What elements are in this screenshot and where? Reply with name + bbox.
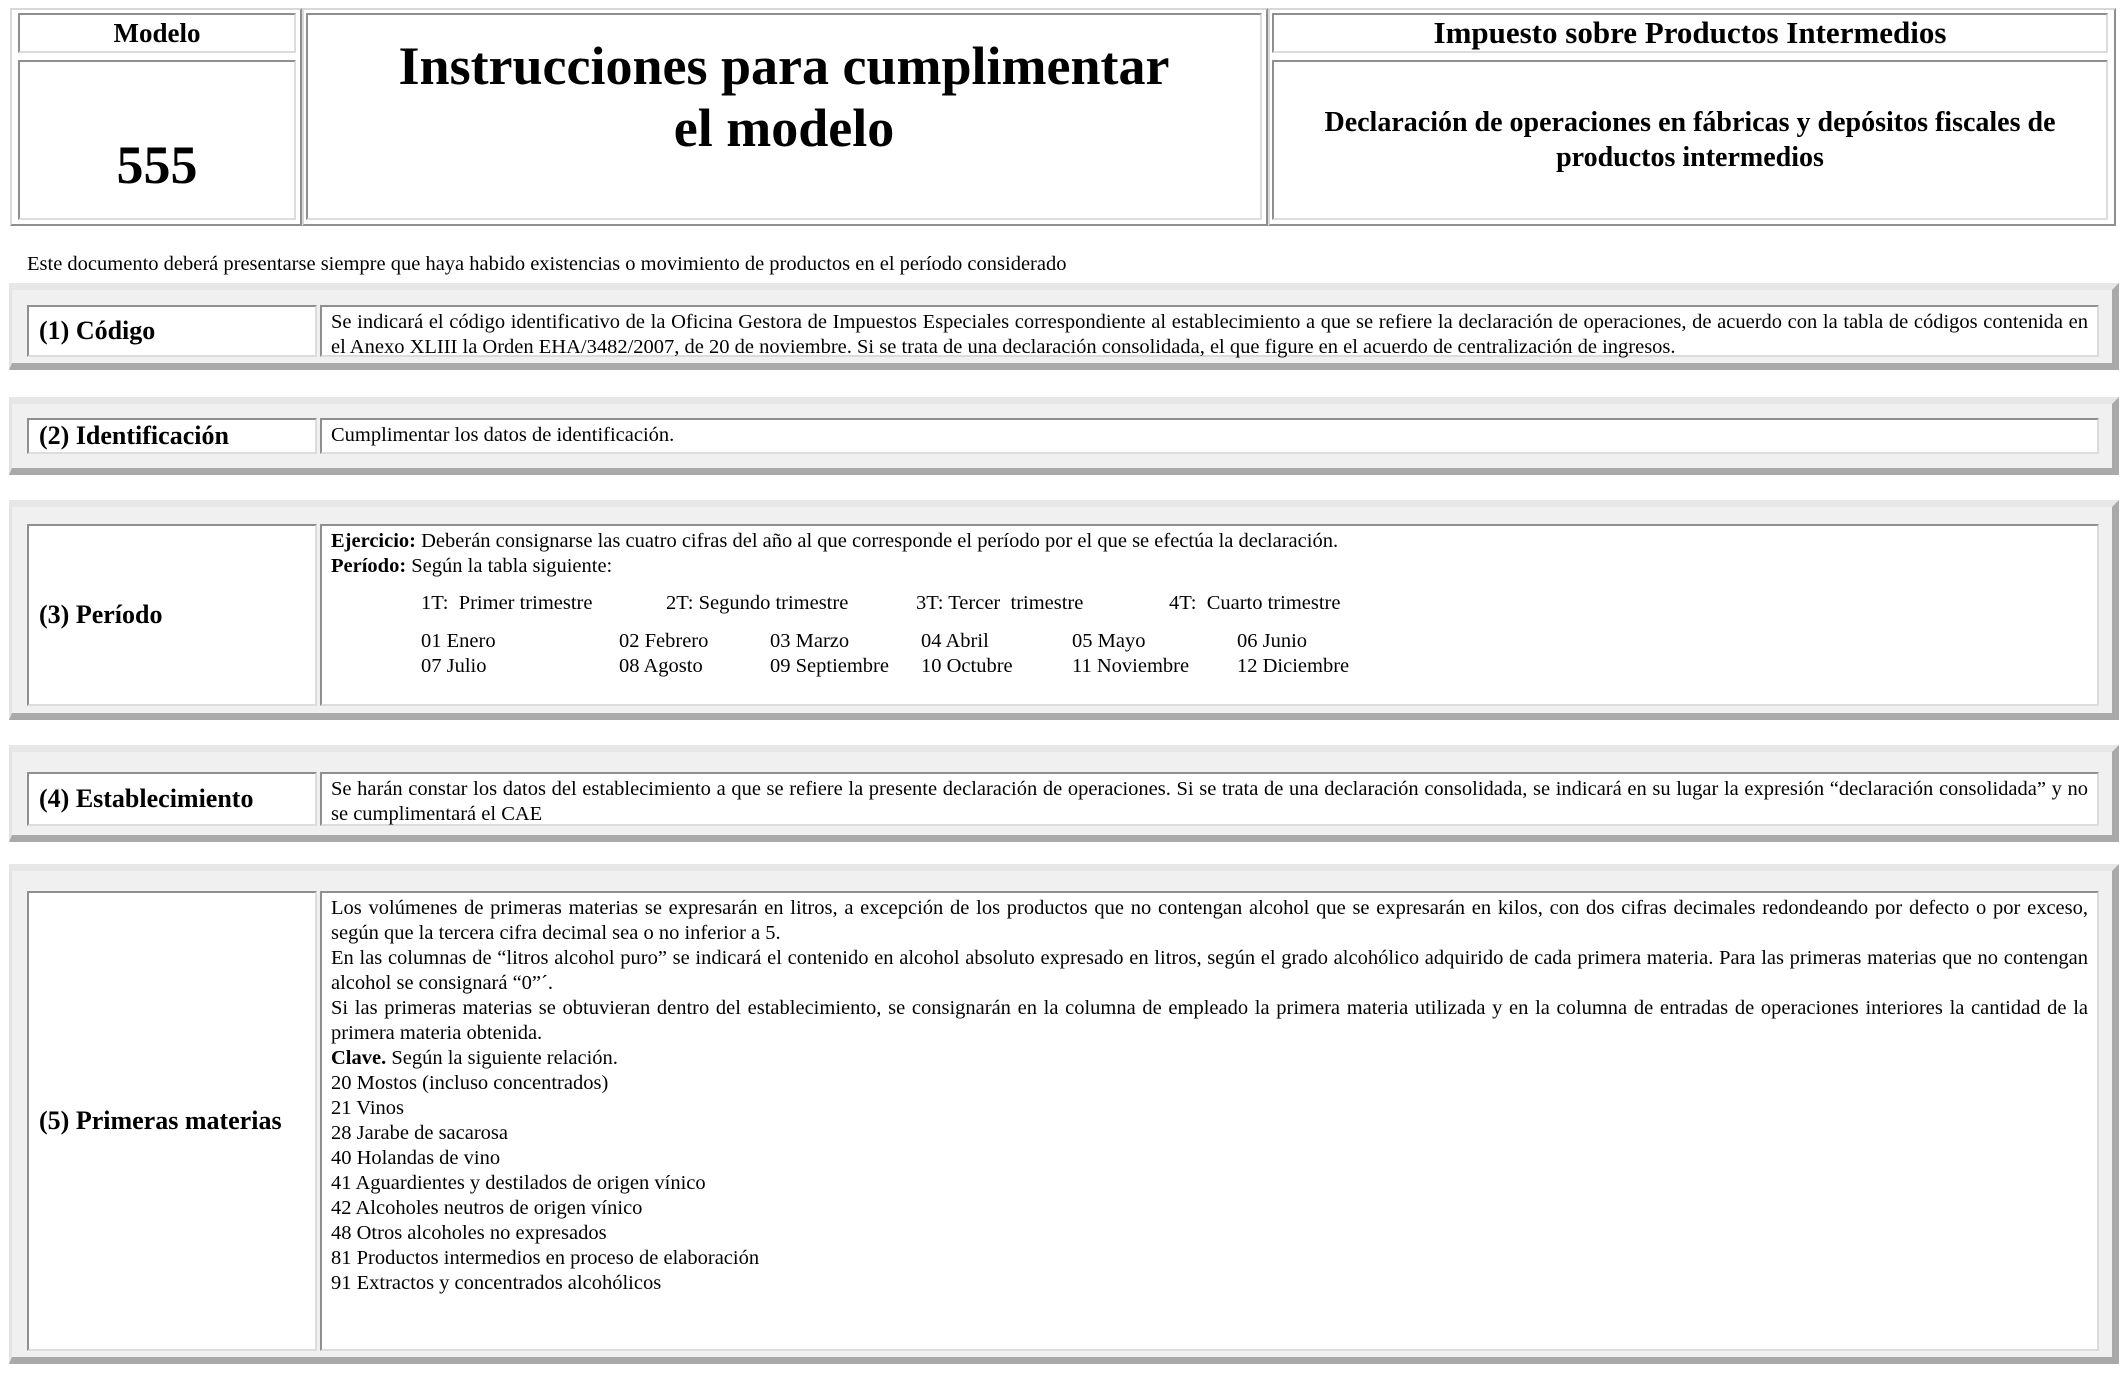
section-label: (5) Primeras materias bbox=[27, 891, 317, 1351]
trimestres-row bbox=[421, 591, 2088, 616]
intro-text: Este documento deberá presentarse siempre que haya habido existencias o movimiento de productos en el período considerado bbox=[27, 253, 1067, 275]
section-body bbox=[320, 524, 2099, 706]
clave-text: Según la siguiente relación. bbox=[386, 1047, 618, 1069]
paragraph: Los volúmenes de primeras materias se expresarán en litros, a excepción de los productos que no contengan alcohol que se expresarán en kilos, con dos cifras decimales redondeando por defecto o por exceso, según que la tercera cifra decimal sea o no inferior a 5. bbox=[331, 897, 2088, 944]
section-establecimiento bbox=[9, 745, 2119, 842]
section-codigo bbox=[9, 283, 2119, 370]
section-label: (4) Establecimiento bbox=[27, 772, 317, 826]
trimestre-item: 4T: Cuarto trimestre bbox=[1169, 592, 1341, 614]
header-modelo-box bbox=[10, 8, 302, 226]
month-item: 05 Mayo bbox=[1072, 630, 1146, 652]
month-item: 01 Enero bbox=[421, 630, 496, 652]
section-body bbox=[320, 891, 2099, 1351]
ejercicio-line bbox=[331, 529, 2088, 554]
header-title-box bbox=[302, 8, 1268, 226]
trimestre-item: 1T: Primer trimestre bbox=[421, 592, 593, 614]
code-item: 42 Alcoholes neutros de origen vínico bbox=[331, 1197, 643, 1219]
month-item: 11 Noviembre bbox=[1072, 655, 1190, 677]
code-item: 81 Productos intermedios en proceso de elaboración bbox=[331, 1247, 760, 1269]
code-item: 91 Extractos y concentrados alcohólicos bbox=[331, 1272, 662, 1294]
month-item: 07 Julio bbox=[421, 655, 487, 677]
month-item: 03 Marzo bbox=[770, 630, 850, 652]
code-item: 20 Mostos (incluso concentrados) bbox=[331, 1072, 609, 1094]
header-tax-box bbox=[1268, 8, 2116, 226]
paragraph: En las columnas de “litros alcohol puro” se indicará el contenido en alcohol absoluto expresado en litros, según el grado alcohólico adquirido de cada primera materia. Para las primeras materias que no contengan alcohol se consignará “0”´. bbox=[331, 947, 2088, 994]
periodo-line bbox=[331, 554, 2088, 579]
clave-line bbox=[331, 1046, 2088, 1071]
code-item: 28 Jarabe de sacarosa bbox=[331, 1122, 509, 1144]
ejercicio-text: Deberán consignarse las cuatro cifras del año al que corresponde el período por el que se efectúa la declaración. bbox=[416, 530, 1339, 552]
month-item: 04 Abril bbox=[921, 630, 989, 652]
month-item: 08 Agosto bbox=[619, 655, 703, 677]
clave-label: Clave. bbox=[331, 1047, 387, 1069]
tax-name: Impuesto sobre Productos Intermedios bbox=[1272, 13, 2108, 53]
section-label: (3) Período bbox=[27, 524, 317, 706]
periodo-label: Período: bbox=[331, 555, 407, 577]
section-label: (1) Código bbox=[27, 305, 317, 357]
section-primeras-materias bbox=[9, 864, 2119, 1364]
paragraph: Si las primeras materias se obtuvieran dentro del establecimiento, se consignarán en la columna de empleado la primera materia utilizada y en la columna de entradas de operaciones interiores la cantidad de la primera materia obtenida. bbox=[331, 997, 2088, 1044]
section-periodo bbox=[9, 500, 2119, 720]
month-item: 09 Septiembre bbox=[770, 655, 889, 677]
section-identificacion bbox=[9, 397, 2119, 475]
page-title: Instrucciones para cumplimentar el modelo bbox=[306, 13, 1262, 220]
periodo-text: Según la tabla siguiente: bbox=[406, 555, 613, 577]
code-item: 21 Vinos bbox=[331, 1097, 405, 1119]
trimestre-item: 2T: Segundo trimestre bbox=[666, 592, 849, 614]
section-text: Se indicará el código identificativo de la Oficina Gestora de Impuestos Especiales correspondiente al establecimiento a que se refiere la declaración de operaciones, de acuerdo con la tabla de códigos contenida en el Anexo XLIII la Orden EHA/3482/2007, de 20 de noviembre. Si se trata de una declaración consolidada, el que figure en el acuerdo de centralización de ingresos. bbox=[320, 305, 2099, 357]
month-item: 02 Febrero bbox=[619, 630, 709, 652]
month-item: 10 Octubre bbox=[921, 655, 1013, 677]
tax-description: Declaración de operaciones en fábricas y depósitos fiscales de productos intermedios bbox=[1272, 60, 2108, 220]
section-label: (2) Identificación bbox=[27, 418, 317, 454]
month-item: 12 Diciembre bbox=[1237, 655, 1350, 677]
code-item: 40 Holandas de vino bbox=[331, 1147, 501, 1169]
modelo-number: 555 bbox=[18, 60, 296, 220]
code-item: 48 Otros alcoholes no expresados bbox=[331, 1222, 607, 1244]
modelo-label: Modelo bbox=[18, 13, 296, 53]
ejercicio-label: Ejercicio: bbox=[331, 530, 416, 552]
section-text: Se harán constar los datos del establecimiento a que se refiere la presente declaración de operaciones. Si se trata de una declaración consolidada, se indicará en su lugar la expresión “declaración consolidada” y no se cumplimentará el CAE bbox=[320, 772, 2099, 826]
section-text: Cumplimentar los datos de identificación. bbox=[320, 418, 2099, 454]
code-item: 41 Aguardientes y destilados de origen vínico bbox=[331, 1172, 706, 1194]
month-item: 06 Junio bbox=[1237, 630, 1308, 652]
trimestre-item: 3T: Tercer trimestre bbox=[916, 592, 1084, 614]
months-grid bbox=[421, 629, 2088, 679]
